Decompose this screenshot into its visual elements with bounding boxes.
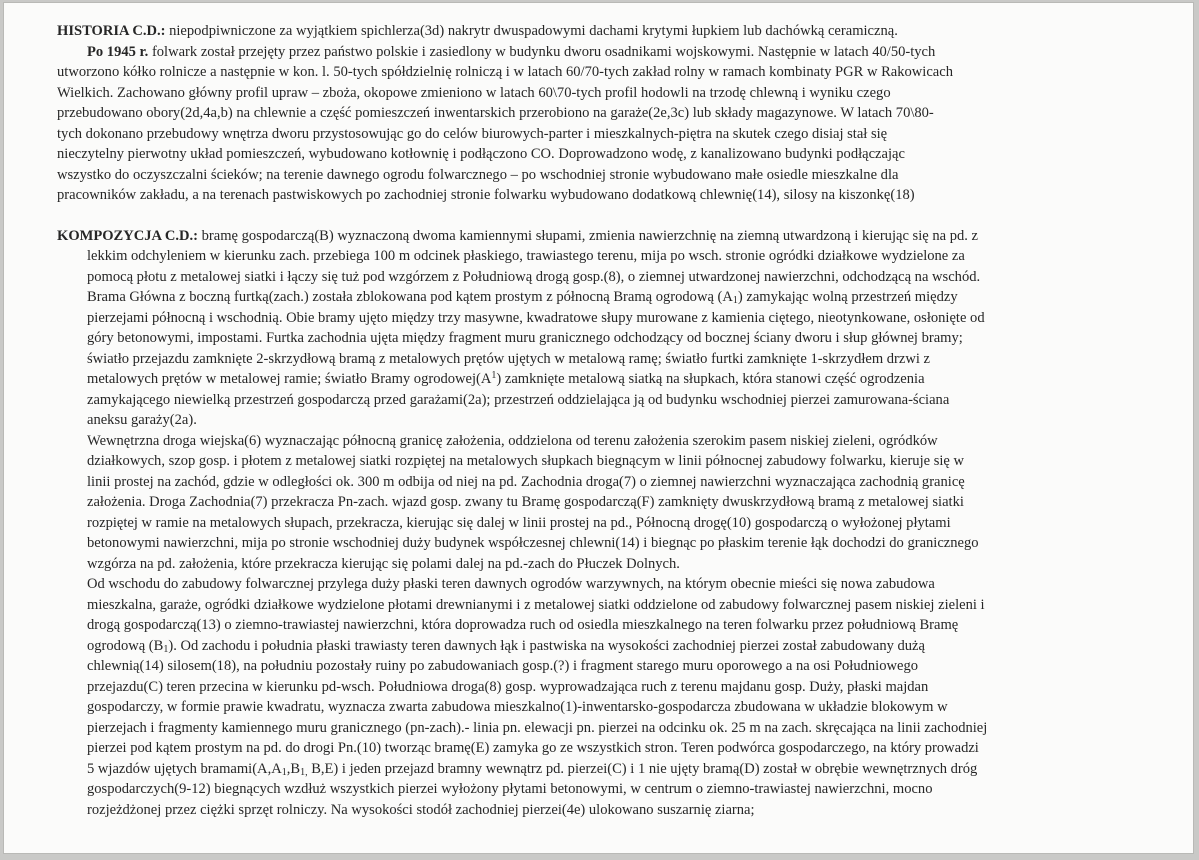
paragraph-line: wzgórza na pd. założenia, które przekracza kierując się polami dalej na pd.-zach do Płuczek Dolnych. bbox=[87, 555, 680, 572]
kompozycja-line: Brama Główna z boczną furtką(zach.) została zblokowana pod kątem prostym z północną Bramą ogrodową $(A_1)$ zamykając wolną przestrzeń między bbox=[87, 289, 958, 306]
kompozycja-heading: KOMPOZYCJA C.D.: bbox=[57, 227, 199, 244]
paragraph-line: linii prostej na zachód, gdzie w odległości ok. 300 m odbija od niej na pd. Zachodnia droga(7) o ziemnej nawierzchni wyznaczająca zachodnią granicę bbox=[87, 473, 965, 490]
document-body bbox=[57, 21, 1119, 820]
kompozycja-line: pierzejami północną i wschodnią. Obie bramy ujęto między trzy masywne, kwadratowe słupy murowane z kamienia ciętego, nieotynkowane, osłonięte od bbox=[87, 309, 985, 326]
kompozycja-line: pomocą płotu z metalowej siatki i łączy się tuż pod wzgórzem z Południową drogą gosp.(8), o ziemnej utwardzonej nawierzchni, odchodzącą na wschód. bbox=[87, 268, 981, 285]
paragraph-line: ogrodową $(B_1)$. Od zachodu i południa płaski trawiasty teren dawnych łąk i pastwiska na wysokości zachodniej pierzei został zabudowany dużą bbox=[87, 637, 925, 655]
historia-line bbox=[57, 21, 1119, 42]
paragraph-line: rozjeżdżonej przez ciężki sprzęt rolniczy. Na wysokości stodół zachodniej pierzei(4e) ulokowano suszarnię ziarna; bbox=[87, 801, 755, 818]
document-page bbox=[3, 2, 1194, 854]
paragraph-line: mieszkalna, garaże, ogródki działkowe wydzielone płotami drewnianymi i z metalowej siatki oddzielone od zabudowy folwarcznej pasem niskiej zieleni i bbox=[87, 596, 985, 613]
kompozycja-line: aneksu garaży(2a). bbox=[87, 412, 197, 428]
kompozycja-text: bramę gospodarczą(B) wyznaczoną dwoma kamiennymi słupami, zmienia nawierzchnię na ziemną utwardzoną i kierując się na pd. z bbox=[201, 227, 978, 244]
historia-line: przebudowano obory(2d,4a,b) na chlewnie a część pomieszczeń inwentarskich przerobiono na garaże(2e,3c) lub składy magazynowe. W latach 70\80- bbox=[57, 105, 934, 121]
paragraph-line: działkowych, szop gosp. i płotem z metalowej siatki rozpiętej na metalowych słupkach biegnącym w linii północnej zabudowy folwarku, kieruje się w bbox=[87, 453, 965, 469]
historia-text: niepodpiwniczone za wyjątkiem spichlerza(3d) nakrytr dwuspadowymi dachami krytymi łupkiem lub dachówką ceramiczną. bbox=[169, 23, 898, 39]
paragraph-line: gospodarczych(9-12) biegnących wzdłuż wszystkich pierzei wyłożony płytami betonowymi, w centrum o ziemno-trawiastej nawierzchni, mocno bbox=[87, 781, 933, 797]
paragraph-line: Wewnętrzna droga wiejska(6) wyznaczając północną granicę założenia, oddzielona od terenu założenia szerokim pasem niskiej zieleni, ogródków bbox=[87, 432, 938, 449]
historia-line: utworzono kółko rolnicze a następnie w kon. l. 50-tych spółdzielnię rolniczą i w latach 60/70-tych zakład rolny w ramach kombinaty PGR w Rakowicach bbox=[57, 64, 953, 80]
kompozycja-line: zamykającego niewielką przestrzeń gospodarczą przed garażami(2a); przestrzeń oddzielająca ją od budynku wschodniej pierzei zamurowana-ściana bbox=[87, 391, 950, 408]
paragraph-line: pierzejach i fragmenty kamiennego muru granicznego (pn-zach).- linia pn. elewacji pn. pierzei na odcinku ok. 25 m na zach. skręcająca na linii zachodniej bbox=[87, 719, 988, 736]
paragraph-line: 5 wjazdów ujętych $bramami(A,A_1,B_{1,}$ B,E) i jeden przejazd bramny wewnątrz pd. pierzei(C) i 1 nie ujęty bramą(D) został w obrębie wewnętrznych dróg bbox=[87, 760, 978, 778]
kompozycja-line bbox=[57, 226, 1119, 247]
paragraph-line: gospodarczy, w formie prawie kwadratu, wyznacza zwarta zabudowa mieszkalno(1)-inwentarsko-gospodarcza zbudowana w układzie blokowym w bbox=[87, 699, 948, 715]
kompozycja-line: góry betonowymi, impostami. Furtka zachodnia ujęta między fragment muru granicznego odchodzący od bocznej ściany dworu i słup głównej bramy; bbox=[87, 330, 963, 346]
historia-line: pracowników zakładu, a na terenach pastwiskowych po zachodniej stronie folwarku wybudowano dodatkową chlewnię(14), silosy na kiszonkę(18) bbox=[57, 187, 915, 203]
kompozycja-line: lekkim odchyleniem w kierunku zach. przebiega 100 m odcinek płaskiego, trawiastego terenu, mija po wsch. stronie ogródki działkowe wydzielone za bbox=[87, 248, 965, 264]
historia-line: wszystko do oczyszczalni ścieków; na terenie dawnego ogrodu folwarcznego – po wschodniej stronie wybudowano małe osiedle mieszkalne dla bbox=[57, 166, 899, 183]
historia-heading: HISTORIA C.D.: bbox=[57, 23, 166, 39]
historia-line: tych dokonano przebudowy wnętrza dworu przystosowując go do celów biurowych-parter i mieszkalnych-piętra na skutek czego disiaj stał się bbox=[57, 125, 888, 142]
historia-line: Wielkich. Zachowano główny profil upraw – zboża, okopowe zmieniono w latach 60\70-tych profil hodowli na trzodę chlewną i wyniku czego bbox=[57, 84, 891, 101]
paragraph-line: betonowymi nawierzchni, mija po stronie wschodniej duży budynek współczesnej chlewni(14) i biegnąc po płaskim terenie łąk dochodzi do granicznego bbox=[87, 535, 979, 551]
paragraph-line: Od wschodu do zabudowy folwarcznej przylega duży płaski teren dawnych ogrodów warzywnych, na którym obecnie mieści się nowa zabudowa bbox=[87, 576, 935, 592]
kompozycja-line: metalowych prętów w metalowej ramie; światło Bramy $ogrodowej(A^1)$ zamknięte metalową siatką na słupkach, która stanowi część ogrodzenia bbox=[87, 370, 925, 387]
paragraph-line: przejazdu(C) teren przecina w kierunku pd-wsch. Południowa droga(8) gosp. wyprowadzająca ruch z terenu majdanu gosp. Duży, płaski majdan bbox=[87, 678, 929, 695]
paragraph-line: pierzei pod kątem prostym na pd. do drogi Pn.(10) tworząc bramę(E) zamyka go ze wszystkich stron. Teren podwórca gospodarczego, na który prowadzi bbox=[87, 740, 979, 756]
paragraph-line: chlewnią(14) silosem(18), na południu pozostały ruiny po zabudowaniach gosp.(?) i fragment starego muru oporowego a na osi Południowego bbox=[87, 658, 918, 674]
historia-line bbox=[57, 42, 1119, 63]
historia-section bbox=[57, 21, 1119, 206]
paragraph-line: rozpiętej w ramie na metalowych słupach, przekracza, kierując się dalej w linii prostej na pd., Północną drogę(10) gospodarczą o wyłożonej płytami bbox=[87, 514, 951, 531]
kompozycja-section bbox=[57, 226, 1119, 821]
historia-line: nieczytelny pierwotny układ pomieszczeń, wybudowano kotłownię i podłączono CO. Doprowadzono wodę, z kanalizowano budynki podłączając bbox=[57, 146, 905, 162]
historia-text: folwark został przejęty przez państwo polskie i zasiedlony w budynku dworu osadnikami wojskowymi. Następnie w latach 40/50-tych bbox=[151, 43, 936, 60]
kompozycja-line: światło przejazdu zamknięte 2-skrzydłową bramą z metalowych prętów ujętych w metalową ramę; światło furtki zamknięte 1-skrzydłem drzwi z bbox=[87, 350, 931, 367]
paragraph-line: drogą gospodarczą(13) o ziemno-trawiastej nawierzchni, która doprowadza ruch od osiedla mieszkalnego na teren folwarku przez południową Bramę bbox=[87, 617, 959, 633]
paragraph-line: założenia. Droga Zachodnia(7) przekracza Pn-zach. wjazd gosp. zwany tu Bramę gospodarczą(F) zamknięty dwuskrzydłową bramą z metalowej siatki bbox=[87, 494, 964, 510]
after-1945-label: Po 1945 r. bbox=[87, 43, 149, 60]
